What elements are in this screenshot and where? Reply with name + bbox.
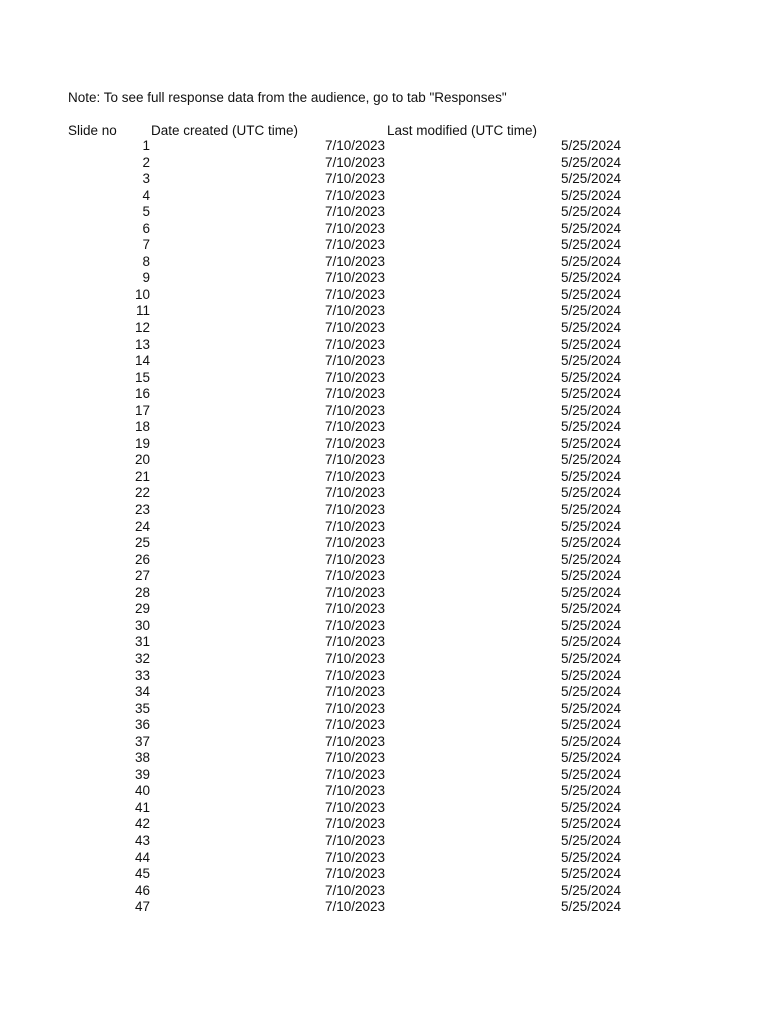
date-created-cell: 7/10/2023	[324, 535, 385, 551]
table-row	[0, 337, 768, 354]
date-created-cell: 7/10/2023	[324, 485, 385, 501]
last-modified-cell: 5/25/2024	[560, 138, 621, 153]
slide-number-cell: 38	[134, 750, 150, 766]
table-row	[0, 684, 768, 701]
last-modified-cell: 5/25/2024	[560, 601, 621, 617]
table-row	[0, 403, 768, 420]
date-created-cell: 7/10/2023	[324, 866, 385, 882]
table-row	[0, 717, 768, 734]
last-modified-cell: 5/25/2024	[560, 568, 621, 584]
table-row	[0, 419, 768, 436]
last-modified-cell: 5/25/2024	[560, 386, 621, 402]
slide-number-cell: 15	[134, 369, 150, 385]
date-created-cell: 7/10/2023	[324, 270, 385, 286]
last-modified-cell: 5/25/2024	[560, 220, 621, 236]
header-date-created: Date created (UTC time)	[151, 123, 299, 138]
last-modified-cell: 5/25/2024	[560, 154, 621, 170]
slide-number-cell: 44	[134, 849, 150, 865]
audience-response-note: Note: To see full response data from the audience, go to tab "Responses"	[68, 90, 507, 105]
last-modified-cell: 5/25/2024	[560, 783, 621, 799]
table-row	[0, 899, 768, 916]
slide-number-cell: 13	[134, 336, 150, 352]
slide-number-cell: 14	[134, 353, 150, 369]
date-created-cell: 7/10/2023	[324, 750, 385, 766]
date-created-cell: 7/10/2023	[324, 700, 385, 716]
last-modified-cell: 5/25/2024	[560, 650, 621, 666]
date-created-cell: 7/10/2023	[324, 171, 385, 187]
slide-number-cell: 23	[134, 502, 150, 518]
table-row	[0, 816, 768, 833]
table-row	[0, 171, 768, 188]
table-row	[0, 254, 768, 271]
slide-number-cell: 3	[142, 171, 150, 187]
slide-number-cell: 27	[134, 568, 150, 584]
table-row	[0, 651, 768, 668]
last-modified-cell: 5/25/2024	[560, 187, 621, 203]
last-modified-cell: 5/25/2024	[560, 518, 621, 534]
date-created-cell: 7/10/2023	[324, 369, 385, 385]
table-row	[0, 386, 768, 403]
slide-number-cell: 21	[134, 468, 150, 484]
last-modified-cell: 5/25/2024	[560, 882, 621, 898]
date-created-cell: 7/10/2023	[324, 336, 385, 352]
slide-number-cell: 41	[134, 799, 150, 815]
date-created-cell: 7/10/2023	[324, 849, 385, 865]
table-row	[0, 701, 768, 718]
slide-number-cell: 39	[134, 766, 150, 782]
last-modified-cell: 5/25/2024	[560, 171, 621, 187]
date-created-cell: 7/10/2023	[324, 220, 385, 236]
table-row	[0, 750, 768, 767]
table-row	[0, 221, 768, 238]
table-row	[0, 601, 768, 618]
last-modified-cell: 5/25/2024	[560, 502, 621, 518]
table-row	[0, 370, 768, 387]
date-created-cell: 7/10/2023	[324, 832, 385, 848]
last-modified-cell: 5/25/2024	[560, 799, 621, 815]
slide-number-cell: 10	[134, 286, 150, 302]
table-row	[0, 535, 768, 552]
slide-number-cell: 18	[134, 419, 150, 435]
date-created-cell: 7/10/2023	[324, 766, 385, 782]
table-row	[0, 204, 768, 221]
date-created-cell: 7/10/2023	[324, 568, 385, 584]
last-modified-cell: 5/25/2024	[560, 849, 621, 865]
table-row	[0, 668, 768, 685]
slide-number-cell: 9	[142, 270, 150, 286]
last-modified-cell: 5/25/2024	[560, 535, 621, 551]
slide-number-cell: 26	[134, 551, 150, 567]
date-created-cell: 7/10/2023	[324, 187, 385, 203]
table-row	[0, 783, 768, 800]
last-modified-cell: 5/25/2024	[560, 303, 621, 319]
date-created-cell: 7/10/2023	[324, 799, 385, 815]
date-created-cell: 7/10/2023	[324, 667, 385, 683]
table-row	[0, 320, 768, 337]
date-created-cell: 7/10/2023	[324, 816, 385, 832]
last-modified-cell: 5/25/2024	[560, 750, 621, 766]
slide-number-cell: 19	[134, 435, 150, 451]
last-modified-cell: 5/25/2024	[560, 816, 621, 832]
last-modified-cell: 5/25/2024	[560, 435, 621, 451]
slide-number-cell: 17	[134, 402, 150, 418]
table-row	[0, 800, 768, 817]
slide-number-cell: 36	[134, 717, 150, 733]
slide-number-cell: 29	[134, 601, 150, 617]
table-row	[0, 883, 768, 900]
last-modified-cell: 5/25/2024	[560, 733, 621, 749]
last-modified-cell: 5/25/2024	[560, 766, 621, 782]
slide-number-cell: 28	[134, 584, 150, 600]
date-created-cell: 7/10/2023	[324, 154, 385, 170]
table-row	[0, 585, 768, 602]
last-modified-cell: 5/25/2024	[560, 336, 621, 352]
last-modified-cell: 5/25/2024	[560, 419, 621, 435]
table-row	[0, 155, 768, 172]
last-modified-cell: 5/25/2024	[560, 369, 621, 385]
slide-number-cell: 1	[142, 138, 150, 153]
last-modified-cell: 5/25/2024	[560, 204, 621, 220]
last-modified-cell: 5/25/2024	[560, 899, 621, 915]
date-created-cell: 7/10/2023	[324, 468, 385, 484]
slide-number-cell: 16	[134, 386, 150, 402]
date-created-cell: 7/10/2023	[324, 452, 385, 468]
last-modified-cell: 5/25/2024	[560, 353, 621, 369]
last-modified-cell: 5/25/2024	[560, 485, 621, 501]
header-last-modified: Last modified (UTC time)	[387, 123, 538, 138]
slide-number-cell: 35	[134, 700, 150, 716]
last-modified-cell: 5/25/2024	[560, 617, 621, 633]
table-row	[0, 237, 768, 254]
table-row	[0, 552, 768, 569]
slide-number-cell: 33	[134, 667, 150, 683]
slide-number-cell: 7	[142, 237, 150, 253]
table-row	[0, 634, 768, 651]
date-created-cell: 7/10/2023	[324, 386, 385, 402]
date-created-cell: 7/10/2023	[324, 237, 385, 253]
slide-number-cell: 22	[134, 485, 150, 501]
table-row	[0, 188, 768, 205]
date-created-cell: 7/10/2023	[324, 402, 385, 418]
slide-number-cell: 43	[134, 832, 150, 848]
table-row	[0, 833, 768, 850]
slide-table-body	[0, 138, 768, 916]
slide-number-cell: 2	[142, 154, 150, 170]
last-modified-cell: 5/25/2024	[560, 286, 621, 302]
last-modified-cell: 5/25/2024	[560, 402, 621, 418]
date-created-cell: 7/10/2023	[324, 684, 385, 700]
slide-number-cell: 24	[134, 518, 150, 534]
slide-number-cell: 37	[134, 733, 150, 749]
last-modified-cell: 5/25/2024	[560, 452, 621, 468]
date-created-cell: 7/10/2023	[324, 733, 385, 749]
date-created-cell: 7/10/2023	[324, 303, 385, 319]
date-created-cell: 7/10/2023	[324, 601, 385, 617]
slide-number-cell: 25	[134, 535, 150, 551]
slide-number-cell: 12	[134, 320, 150, 336]
date-created-cell: 7/10/2023	[324, 353, 385, 369]
table-row	[0, 850, 768, 867]
table-row	[0, 452, 768, 469]
table-row	[0, 767, 768, 784]
date-created-cell: 7/10/2023	[324, 286, 385, 302]
last-modified-cell: 5/25/2024	[560, 320, 621, 336]
slide-number-cell: 34	[134, 684, 150, 700]
last-modified-cell: 5/25/2024	[560, 634, 621, 650]
date-created-cell: 7/10/2023	[324, 253, 385, 269]
table-row	[0, 485, 768, 502]
last-modified-cell: 5/25/2024	[560, 468, 621, 484]
slide-number-cell: 40	[134, 783, 150, 799]
last-modified-cell: 5/25/2024	[560, 667, 621, 683]
date-created-cell: 7/10/2023	[324, 650, 385, 666]
table-row	[0, 734, 768, 751]
slide-number-cell: 5	[142, 204, 150, 220]
last-modified-cell: 5/25/2024	[560, 866, 621, 882]
last-modified-cell: 5/25/2024	[560, 253, 621, 269]
slide-number-cell: 8	[142, 253, 150, 269]
date-created-cell: 7/10/2023	[324, 320, 385, 336]
last-modified-cell: 5/25/2024	[560, 684, 621, 700]
table-row	[0, 436, 768, 453]
table-row	[0, 519, 768, 536]
table-row	[0, 568, 768, 585]
date-created-cell: 7/10/2023	[324, 882, 385, 898]
slide-number-cell: 47	[134, 899, 150, 915]
table-row	[0, 303, 768, 320]
slide-number-cell: 46	[134, 882, 150, 898]
date-created-cell: 7/10/2023	[324, 435, 385, 451]
table-row	[0, 502, 768, 519]
slide-number-cell: 30	[134, 617, 150, 633]
table-row	[0, 270, 768, 287]
last-modified-cell: 5/25/2024	[560, 270, 621, 286]
date-created-cell: 7/10/2023	[324, 138, 385, 153]
date-created-cell: 7/10/2023	[324, 518, 385, 534]
table-row	[0, 138, 768, 155]
date-created-cell: 7/10/2023	[324, 551, 385, 567]
slide-number-cell: 11	[135, 303, 150, 319]
last-modified-cell: 5/25/2024	[560, 700, 621, 716]
table-row	[0, 618, 768, 635]
date-created-cell: 7/10/2023	[324, 717, 385, 733]
header-slide-no: Slide no	[68, 123, 117, 138]
date-created-cell: 7/10/2023	[324, 634, 385, 650]
date-created-cell: 7/10/2023	[324, 783, 385, 799]
last-modified-cell: 5/25/2024	[560, 237, 621, 253]
date-created-cell: 7/10/2023	[324, 899, 385, 915]
last-modified-cell: 5/25/2024	[560, 717, 621, 733]
slide-number-cell: 32	[134, 650, 150, 666]
date-created-cell: 7/10/2023	[324, 584, 385, 600]
table-row	[0, 353, 768, 370]
slide-number-cell: 45	[134, 866, 150, 882]
slide-number-cell: 4	[142, 187, 150, 203]
table-row	[0, 866, 768, 883]
slide-number-cell: 42	[134, 816, 150, 832]
slide-number-cell: 20	[134, 452, 150, 468]
last-modified-cell: 5/25/2024	[560, 832, 621, 848]
last-modified-cell: 5/25/2024	[560, 584, 621, 600]
last-modified-cell: 5/25/2024	[560, 551, 621, 567]
date-created-cell: 7/10/2023	[324, 204, 385, 220]
date-created-cell: 7/10/2023	[324, 502, 385, 518]
table-row	[0, 469, 768, 486]
slide-number-cell: 31	[134, 634, 150, 650]
table-row	[0, 287, 768, 304]
slide-number-cell: 6	[142, 220, 150, 236]
date-created-cell: 7/10/2023	[324, 617, 385, 633]
date-created-cell: 7/10/2023	[324, 419, 385, 435]
